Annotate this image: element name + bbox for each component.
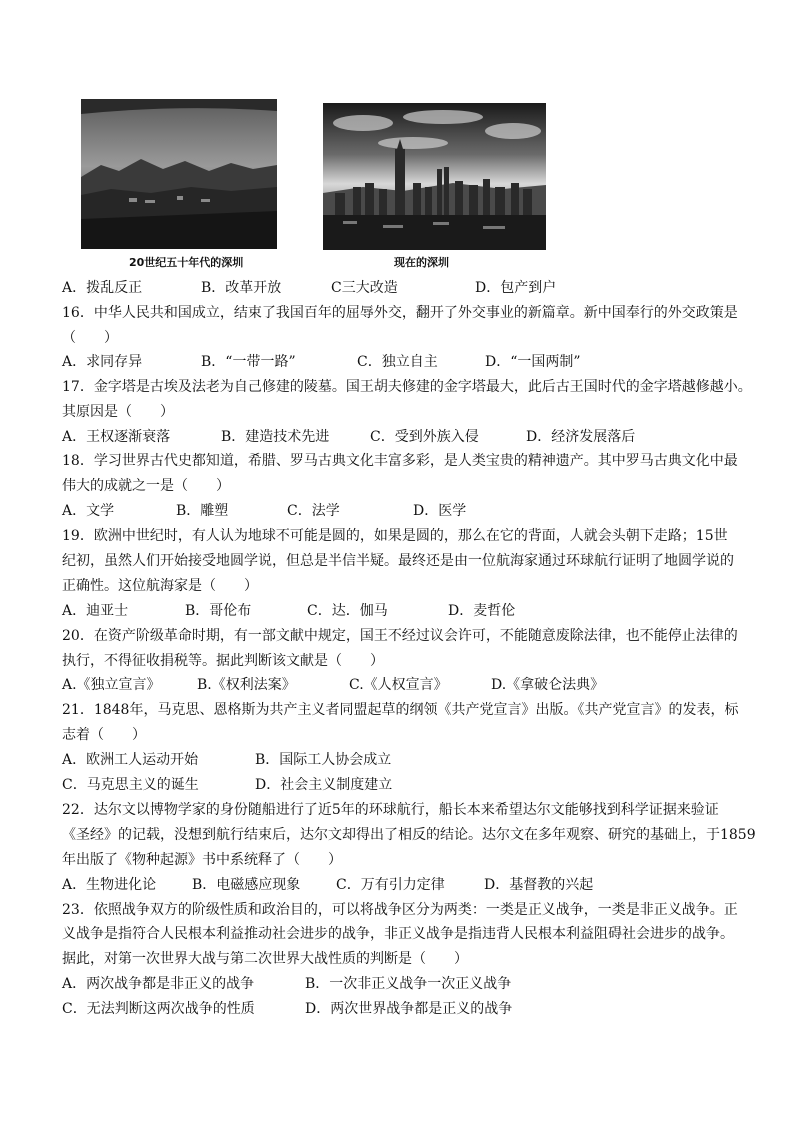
q18-option-b: B．雕塑 (176, 503, 229, 519)
q18-option-a: A．文学 (62, 503, 115, 519)
q20-stem-line-2: 执行，不得征收捐税等。据此判断该文献是（ ） (62, 653, 384, 669)
q22-option-d: D．基督教的兴起 (484, 877, 594, 893)
q18-stem-line-1: 18．学习世界古代史都知道，希腊、罗马古典文化丰富多彩，是人类宝贵的精神遗产。其中罗马古典文化中最 (62, 453, 738, 469)
q23-stem-line-2: 义战争是指符合人民根本利益推动社会进步的战争，非正义战争是指违背人民根本利益阻碍社会进步的战争。 (62, 926, 734, 942)
q17-option-b: B．建造技术先进 (221, 429, 330, 445)
q19-option-d: D．麦哲伦 (448, 603, 516, 619)
q22-option-a: A．生物进化论 (62, 877, 157, 893)
photo-shenzhen-1950s (81, 99, 277, 249)
q16-stem-line-2: （ ） (62, 330, 118, 346)
q17-stem-line-2: 其原因是（ ） (62, 404, 174, 420)
q18-option-d: D．医学 (413, 503, 467, 519)
photo-caption-right: 现在的深圳 (394, 256, 449, 269)
q17-option-c: C．受到外族入侵 (370, 429, 479, 445)
q23-stem-line-3: 据此，对第一次世界大战与第二次世界大战性质的判断是（ ） (62, 951, 468, 967)
q23-option-c: C．无法判断这两次战争的性质 (62, 1001, 255, 1017)
photo-shenzhen-now (323, 103, 546, 250)
q20-option-d: D.《拿破仑法典》 (491, 677, 605, 693)
q21-option-b: B．国际工人协会成立 (255, 752, 392, 768)
q16-option-b: B．“一带一路” (201, 354, 296, 370)
q21-stem-line-1: 21．1848年，马克思、恩格斯为共产主义者同盟起草的纲领《共产党宣言》出版。《共产党宣言》的发表，标 (62, 702, 739, 718)
q19-stem-line-1: 19．欧洲中世纪时，有人认为地球不可能是圆的，如果是圆的，那么在它的背面，人就会头朝下走路；15世 (62, 528, 728, 544)
q21-stem-line-2: 志着（ ） (62, 727, 146, 743)
q19-option-c: C．达．伽马 (307, 603, 388, 619)
q22-option-c: C．万有引力定律 (336, 877, 445, 893)
photo-caption-left: 20世纪五十年代的深圳 (129, 256, 244, 269)
q17-option-a: A．王权逐渐衰落 (62, 429, 171, 445)
q17-option-d: D．经济发展落后 (526, 429, 636, 445)
q23-option-d: D．两次世界战争都是正义的战争 (305, 1001, 513, 1017)
q20-stem-line-1: 20．在资产阶级革命时期，有一部文献中规定，国王不经过议会许可，不能随意废除法律，也不能停止法律的 (62, 628, 738, 644)
q18-stem-line-2: 伟大的成就之一是（ ） (62, 478, 230, 494)
q16-option-d: D．“一国两制” (485, 354, 581, 370)
q15-option-d: D．包产到户 (475, 280, 557, 296)
photo-1950s-image (81, 99, 277, 249)
q23-option-b: B．一次非正义战争一次正义战争 (305, 976, 512, 992)
q16-stem-line-1: 16．中华人民共和国成立，结束了我国百年的屈辱外交，翻开了外交事业的新篇章。新中国奉行的外交政策是 (62, 305, 738, 321)
q21-option-a: A．欧洲工人运动开始 (62, 752, 199, 768)
q20-option-c: C.《人权宣言》 (349, 677, 448, 693)
q15-option-a: A．拨乱反正 (62, 280, 143, 296)
q23-stem-line-1: 23．依照战争双方的阶级性质和政治目的，可以将战争区分为两类：一类是正义战争，一类是非正义战争。正 (62, 902, 738, 918)
q16-option-a: A．求同存异 (62, 354, 143, 370)
q21-option-d: D．社会主义制度建立 (255, 777, 393, 793)
q22-option-b: B．电磁感应现象 (192, 877, 301, 893)
q19-stem-line-2: 纪初，虽然人们开始接受地圆学说，但总是半信半疑。最终还是由一位航海家通过环球航行证明了地圆学说的 (62, 553, 734, 569)
q20-option-a: A.《独立宣言》 (62, 677, 161, 693)
q23-option-a: A．两次战争都是非正义的战争 (62, 976, 255, 992)
q15-option-b: B．改革开放 (201, 280, 282, 296)
photo-modern-image (323, 103, 546, 250)
q21-option-c: C．马克思主义的诞生 (62, 777, 199, 793)
q19-stem-line-3: 正确性。这位航海家是（ ） (62, 578, 258, 594)
q19-option-b: B．哥伦布 (185, 603, 252, 619)
q17-stem-line-1: 17．金字塔是古埃及法老为自己修建的陵墓。国王胡夫修建的金字塔最大，此后古王国时代的金字塔越修越小。 (62, 379, 752, 395)
q22-stem-line-3: 年出版了《物种起源》书中系统释了（ ） (62, 852, 342, 868)
q19-option-a: A．迪亚士 (62, 603, 129, 619)
q22-stem-line-2: 《圣经》的记载，没想到航行结束后，达尔文却得出了相反的结论。达尔文在多年观察、研究的基础上，于1859 (62, 827, 756, 843)
q18-option-c: C．法学 (287, 503, 340, 519)
q22-stem-line-1: 22．达尔文以博物学家的身份随船进行了近5年的环球航行，船长本来希望达尔文能够找到科学证据来验证 (62, 802, 719, 818)
q16-option-c: C．独立自主 (357, 354, 438, 370)
q15-option-c: C三大改造 (331, 280, 398, 296)
q20-option-b: B.《权利法案》 (197, 677, 296, 693)
